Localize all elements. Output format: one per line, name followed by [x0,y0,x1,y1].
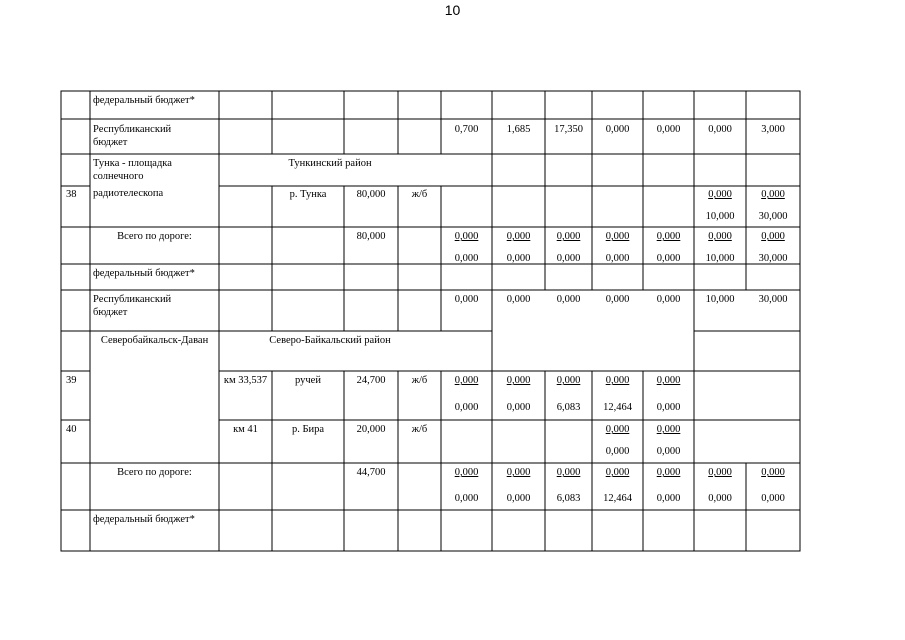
cell-value: 0,000 [605,446,630,457]
cell-value: 0,000 [656,231,681,242]
cell-value: 0,000 [506,467,531,478]
cell-value: 12,464 [603,493,632,504]
cell-value: 3,000 [761,124,785,135]
cell-value: 0,000 [556,467,581,478]
km-mark: км 33,537 [223,375,268,386]
cell-value: 0,000 [708,467,732,478]
cell-value: 0,000 [454,402,479,413]
row-number: 39 [66,375,77,386]
length-value: 20,000 [356,424,386,435]
cell-value: 0,000 [454,231,479,242]
cell-value: 0,000 [506,375,531,386]
cell-value: 30,000 [758,253,788,264]
structure-type: ж/б [411,375,428,386]
district-header-severobaykalsk: Северо-Байкальский район [269,335,391,346]
cell-value: 0,000 [506,402,531,413]
cell-value: 0,000 [708,189,732,200]
place-name: ручей [295,375,321,386]
row-republic-budget-label-2: бюджет [93,307,128,318]
cell-value: 0,000 [605,124,630,135]
cell-value: 0,000 [556,294,581,305]
row-number: 38 [66,189,77,200]
cell-value: 0,000 [506,493,531,504]
row-number: 40 [66,424,77,435]
cell-value: 0,000 [454,253,479,264]
cell-value: 0,000 [605,424,630,435]
cell-value: 10,000 [705,211,735,222]
cell-value: 0,000 [656,424,681,435]
cell-value: 12,464 [603,402,632,413]
row-federal-budget-label: федеральный бюджет* [93,514,195,525]
cell-value: 0,000 [605,231,630,242]
cell-value: 0,000 [656,375,681,386]
cell-value: 0,000 [761,467,785,478]
district-header-tunka: Тункинский район [288,158,372,169]
row-federal-budget-label: федеральный бюджет* [93,95,195,106]
object-name-severobaykalsk: Северобайкальск-Даван [100,335,209,346]
cell-value: 30,000 [758,211,788,222]
cell-value: 0,000 [605,253,630,264]
cell-value: 0,000 [656,467,681,478]
cell-value: 6,083 [556,402,581,413]
row-federal-budget-label: федеральный бюджет* [93,268,195,279]
cell-value: 0,000 [656,294,681,305]
length-value: 24,700 [356,375,386,386]
length-total: 44,700 [356,467,386,478]
cell-value: 0,000 [656,253,681,264]
road-total-label: Всего по дороге: [117,231,192,242]
cell-value: 0,000 [656,402,681,413]
row-republic-budget-label-2: бюджет [93,137,128,148]
cell-value: 0,000 [605,375,630,386]
cell-value: 0,000 [506,253,531,264]
cell-value: 0,000 [656,446,681,457]
page-number: 10 [444,2,461,18]
place-name: р. Бира [291,424,325,435]
cell-value: 0,000 [656,493,681,504]
cell-value: 0,000 [454,375,479,386]
cell-value: 0,000 [708,493,732,504]
cell-value: 0,000 [605,294,630,305]
cell-value: 0,000 [761,189,785,200]
cell-value: 10,000 [705,253,735,264]
cell-value: 6,083 [556,493,581,504]
cell-value: 0,000 [761,231,785,242]
cell-value: 0,000 [761,493,785,504]
row-republic-budget-label: Республиканский [93,294,172,305]
cell-value: 0,000 [556,253,581,264]
cell-value: 0,000 [506,294,531,305]
cell-value: 0,000 [656,124,681,135]
cell-value: 1,685 [506,124,531,135]
cell-value: 0,000 [556,231,581,242]
cell-value: 0,000 [708,231,732,242]
object-name-tunka: Тунка - площадка [93,158,172,169]
object-name-tunka-2: солнечного [93,171,144,182]
road-total-label: Всего по дороге: [117,467,192,478]
cell-value: 0,000 [708,124,732,135]
cell-value: 0,000 [454,493,479,504]
cell-value: 0,000 [454,294,479,305]
cell-value: 0,000 [454,467,479,478]
cell-value: 0,700 [454,124,479,135]
row-republic-budget-label: Республиканский [93,124,172,135]
cell-value: 0,000 [556,375,581,386]
cell-value: 10,000 [705,294,735,305]
cell-value: 0,000 [506,231,531,242]
length-value: 80,000 [356,189,386,200]
structure-type: ж/б [411,424,428,435]
cell-value: 0,000 [605,467,630,478]
km-mark: км 41 [233,424,258,435]
structure-type: ж/б [411,189,428,200]
place-name: р. Тунка [289,189,327,200]
cell-value: 30,000 [758,294,788,305]
length-total: 80,000 [356,231,386,242]
cell-value: 17,350 [554,124,583,135]
object-name-tunka-3: радиотелескопа [93,188,164,199]
